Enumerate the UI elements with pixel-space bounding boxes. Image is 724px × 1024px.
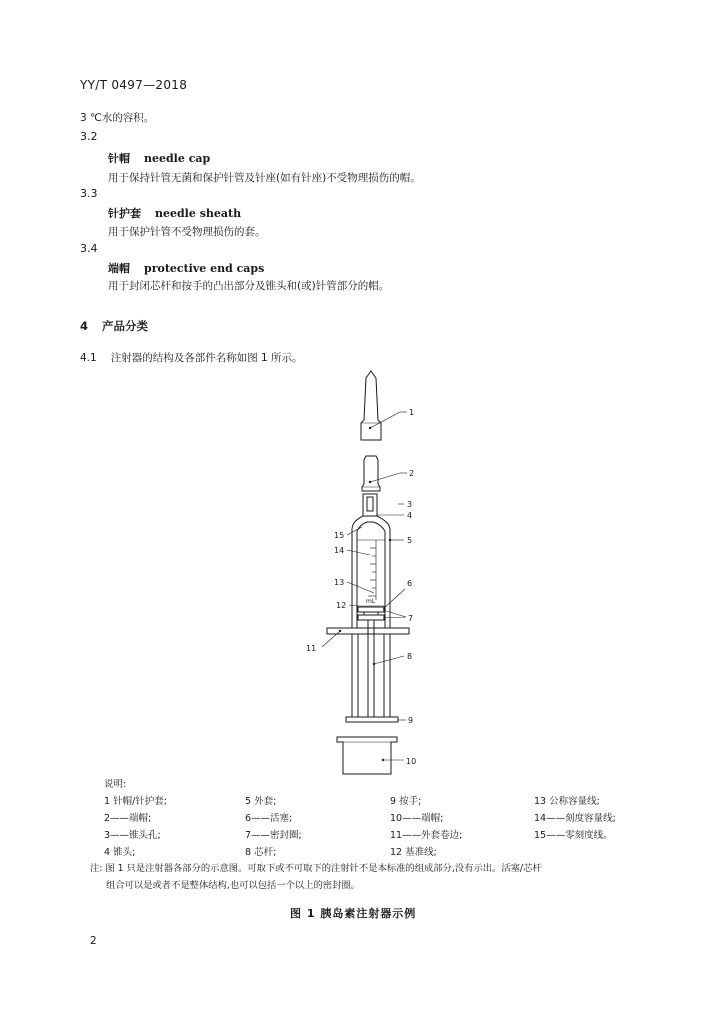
barrel-inner-top <box>357 522 385 531</box>
callout-leader <box>374 656 404 664</box>
callout-leader <box>347 550 370 555</box>
definition-text: 用于封闭芯杆和按手的凸出部分及锥头和(或)针管部分的帽。 <box>108 280 390 292</box>
bottom-end-cap <box>337 737 397 774</box>
plunger-seal-top <box>358 607 384 612</box>
figure-caption: 图 1 胰岛素注射器示例 <box>290 907 417 920</box>
definition-text: 用于保护针管不受物理损伤的套。 <box>108 226 266 238</box>
scale-unit-label: mL <box>366 598 376 605</box>
piston-core <box>364 612 378 615</box>
callout-label: 13 <box>334 578 345 587</box>
definition-number: 3.3 <box>80 187 98 200</box>
legend-item: 2——端帽; <box>104 813 152 824</box>
term-en: needle sheath <box>155 207 242 220</box>
callout-label: 11 <box>306 644 317 653</box>
legend-item: 10——端帽; <box>390 813 444 824</box>
callout-dot <box>389 539 391 541</box>
term-cn: 针护套 <box>108 207 141 220</box>
callout-label: 7 <box>408 614 414 623</box>
callout-label: 9 <box>408 716 414 725</box>
term-en: protective end caps <box>144 262 265 275</box>
callout-label: 15 <box>334 531 345 540</box>
legend-item: 14——刻度容量线; <box>534 813 616 824</box>
term-cn: 端帽 <box>108 262 130 275</box>
definition-number: 3.2 <box>80 130 98 143</box>
definition-number: 3.4 <box>80 242 98 255</box>
scale-ticks <box>368 548 376 596</box>
needle-cap-shape <box>361 371 381 440</box>
legend-item: 7——密封圈; <box>245 830 302 841</box>
section-number: 4 <box>80 319 89 333</box>
clause-body: 注射器的结构及各部件名称如图 1 所示。 <box>110 352 303 364</box>
end-cap-shape <box>362 456 380 491</box>
callout-leader <box>383 610 406 617</box>
callout-label: 1 <box>409 408 415 417</box>
legend-item: 8 芯杆; <box>245 847 277 858</box>
plunger-seal-bottom <box>358 615 384 620</box>
figure-note-line-1: 注: 图 1 只是注射器各部分的示意图。可取下或不可取下的注射针不是本标准的组成部分,没有示出。活塞/芯杆 <box>90 863 542 874</box>
legend-title: 说明: <box>104 779 127 790</box>
clause-number: 4.1 <box>80 352 97 364</box>
legend-item: 1 针帽/针护套; <box>104 796 167 807</box>
callout-label: 8 <box>407 652 413 661</box>
term-cn: 针帽 <box>108 152 130 165</box>
page-number: 2 <box>90 935 97 947</box>
callout-label: 6 <box>407 579 413 588</box>
definition-text: 用于保持针管无菌和保护针管及针座(如有针座)不受物理损伤的帽。 <box>108 172 421 184</box>
legend-item: 13 公称容量线; <box>534 796 600 807</box>
callout-label: 10 <box>406 757 417 766</box>
legend-item: 9 按手; <box>390 796 422 807</box>
legend-item: 5 外套; <box>245 796 277 807</box>
callout-label: 5 <box>407 536 413 545</box>
callout-label: 3 <box>407 500 413 509</box>
callout-label: 12 <box>336 601 347 610</box>
callout-label: 4 <box>407 511 413 520</box>
document-header: YY/T 0497—2018 <box>80 78 188 92</box>
thumb-press <box>346 717 398 722</box>
legend-item: 4 锥头; <box>104 847 136 858</box>
figure-note-line-2: 组合可以是或者不是整体结构,也可以包括一个以上的密封圈。 <box>106 880 360 891</box>
continuation-text: 3 ℃水的容积。 <box>80 112 155 124</box>
callout-leader <box>347 582 374 593</box>
callout-leader <box>383 617 406 618</box>
term-en: needle cap <box>144 152 211 165</box>
callout-label: 14 <box>334 546 345 555</box>
callout-label: 2 <box>409 469 415 478</box>
legend-item: 12 基准线; <box>390 847 437 858</box>
legend-item: 11——外套卷边; <box>390 830 463 841</box>
callout-leader <box>347 527 362 535</box>
section-title: 产品分类 <box>102 319 149 333</box>
legend-item: 15——零刻度线。 <box>534 830 613 841</box>
callout-leader <box>383 589 405 609</box>
legend-item: 6——活塞; <box>245 813 293 824</box>
legend-item: 3——锥头孔; <box>104 830 161 841</box>
